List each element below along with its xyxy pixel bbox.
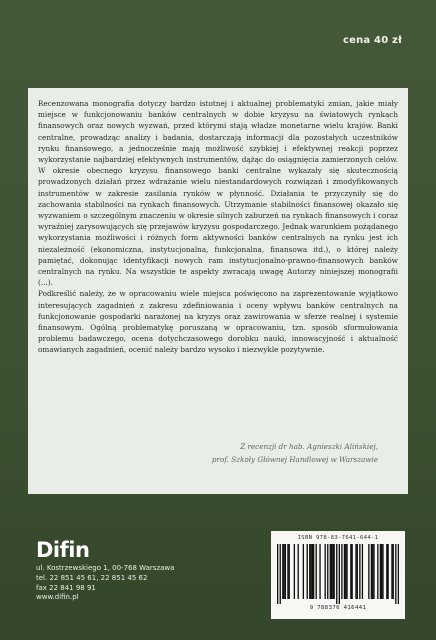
barcode-bar <box>382 544 383 599</box>
barcode-bar <box>395 544 396 604</box>
review-panel <box>28 88 408 494</box>
barcode-bar <box>316 544 317 599</box>
barcode-bar <box>282 544 283 599</box>
barcode-bar <box>377 544 378 599</box>
barcode-bar <box>381 544 382 599</box>
barcode-bar <box>351 544 352 599</box>
barcode-bar <box>289 544 290 599</box>
barcode-bar <box>339 544 340 604</box>
publisher-logo: Difin <box>36 538 90 562</box>
barcode-bar <box>362 544 363 599</box>
fax-line: fax 22 841 98 91 <box>36 583 96 592</box>
barcode-bar <box>277 544 278 604</box>
barcode-image <box>277 544 399 604</box>
barcode-bar <box>280 544 281 604</box>
ean-digits: 9 788376 416441 <box>309 605 367 611</box>
barcode-bar <box>398 544 399 604</box>
barcode-bar <box>310 544 311 599</box>
barcode-bar <box>393 544 394 599</box>
barcode-bar <box>368 544 369 599</box>
barcode-bar <box>346 544 347 599</box>
barcode-bar <box>345 544 346 599</box>
barcode-bar <box>327 544 328 599</box>
barcode-bar <box>298 544 299 599</box>
isbn-label: ISBN 978-83-7641-644-1 <box>297 535 379 541</box>
barcode-box <box>271 531 405 619</box>
barcode-bar <box>334 544 335 599</box>
barcode-bar <box>341 544 342 599</box>
barcode-bar <box>344 544 345 599</box>
barcode-bar <box>372 544 373 599</box>
barcode-bar <box>294 544 295 599</box>
citation-line-2: prof. Szkoły Głównej Handlowej w Warszawie <box>211 455 378 464</box>
barcode-bar <box>283 544 284 599</box>
barcode-bar <box>373 544 374 599</box>
barcode-bar <box>332 544 333 599</box>
barcode-bar <box>350 544 351 599</box>
barcode-bar <box>303 544 304 599</box>
barcode-bar <box>380 544 381 599</box>
barcode-bar <box>285 544 286 599</box>
barcode-bar <box>307 544 308 599</box>
barcode-bar <box>287 544 288 599</box>
web-link[interactable]: www.difin.pl <box>36 593 79 602</box>
barcode-bar <box>336 544 337 604</box>
review-citation <box>212 440 378 466</box>
barcode-bar <box>325 544 326 599</box>
barcode-bar <box>357 544 358 599</box>
barcode-bar <box>391 544 392 599</box>
tel-line: tel. 22 851 45 61, 22 851 45 62 <box>36 573 148 582</box>
barcode-bar <box>371 544 372 599</box>
barcode-bar <box>330 544 331 599</box>
barcode-bar <box>312 544 313 599</box>
barcode-bar <box>331 544 332 599</box>
barcode-bar <box>309 544 310 599</box>
barcode-bar <box>387 544 388 599</box>
barcode-bar <box>319 544 320 599</box>
review-paragraph-1: Recenzowana monografia dotyczy bardzo istotnej i aktualnej problematyki zmian, jakie miały miejsce w funkcjonowaniu banków centralnych w dobie kryzysu na światowych rynkach finansowych oraz nowych wyzwań, przed którymi stają władze monetarne wielu krajów. Banki centralne, prowadząc analizy i badania, dostarczają informacji dla pozostałych uczestników rynku finansowego, a jednocześnie mają możliwość szybkiej i efektywnej reakcji poprzez wykorzystanie najbardziej efektywnych instrumentów, dążąc do osiągnięcia zamierzonych celów. W okresie obecnego kryzysu finansowego banki centralne wykazały się skutecznością prowadzonych działań przez wdrażanie wielu niestandardowych rozwiązań i zmodyfikowanych instrumentów w zakresie zasilania rynków w płynność. Działania te przyczyniły się do zachowania stabilności na rynkach finansowych. Utrzymanie stabilności finansowej okazało się wyzwaniem o szczególnym znaczeniu w okresie silnych zaburzeń na rynkach finansowych i coraz wyraźniej zarysowujących się przejawów kryzysu gospodarczego. Jednak warunkiem pożądanego wykorzystania możliwości i różnych form aktywności banków centralnych na rynku jest ich niezależność (ekonomiczna, instytucjonalna, funkcjonalna, finansowa itd.), o której należy pamiętać, dokonując identyfikacji nowych ram instytucjonalno-prawno-finansowych banków centralnych na rynku. Na wszystkie te aspekty zwracają uwagę Autorzy niniejszej monografii (...). <box>38 99 398 288</box>
review-paragraph-2: Podkreślić należy, że w opracowaniu wiele miejsca poświęcono na zaprezentowanie wyjątkowo interesujących zagadnień z zakresu zdefiniowania i oceny wpływu banków centralnych na funkcjonowanie gospodarki narażonej na kryzys oraz zawirowania w sferze realnej i systemie finansowym. Ogólną problematykę poruszaną w opracowaniu, tzn. sposób sformułowania problemu badawczego, ocena dotychczasowego dorobku nauki, innowacyjność i aktualność omawianych zagadnień, ocenić należy bardzo wysoko i niezwykle pozytywnie. <box>38 289 398 355</box>
barcode-bar <box>313 544 314 599</box>
citation-line-1: Z recenzji dr hab. Agnieszki Alińskiej, <box>240 442 378 451</box>
price-label: cena 40 zł <box>343 35 402 46</box>
barcode-bar <box>355 544 356 599</box>
barcode-bar <box>386 544 387 599</box>
barcode-bar <box>359 544 360 599</box>
address-line: ul. Kostrzewskiego 1, 00-768 Warszawa <box>36 564 175 572</box>
publisher-address <box>36 564 174 603</box>
